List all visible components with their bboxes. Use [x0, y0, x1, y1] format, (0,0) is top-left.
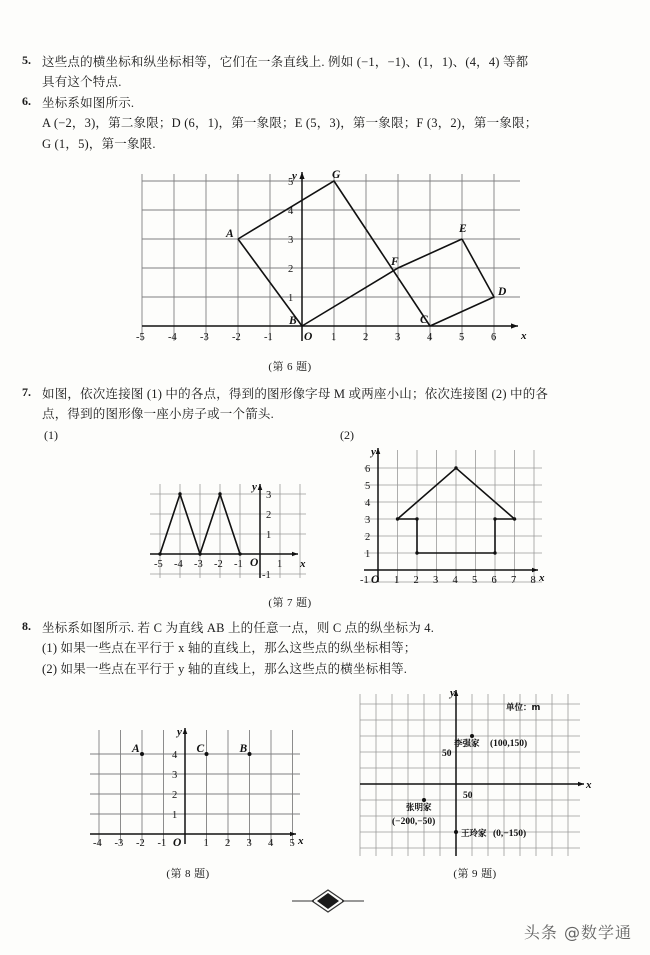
svg-text:8: 8 — [530, 575, 536, 585]
svg-text:A: A — [226, 228, 234, 240]
svg-text:C: C — [420, 314, 428, 326]
svg-text:F: F — [391, 256, 399, 268]
svg-text:E: E — [459, 223, 467, 235]
svg-text:4: 4 — [365, 498, 371, 509]
svg-text:-4: -4 — [174, 559, 183, 570]
svg-text:-2: -2 — [214, 559, 223, 570]
problem-6-line-3: G (1，5)，第一象限. — [42, 136, 156, 151]
svg-text:5: 5 — [459, 332, 465, 343]
svg-text:5: 5 — [289, 838, 295, 847]
problem-7-sub-1: (1) — [44, 428, 58, 442]
figure-problem-9 — [358, 688, 598, 860]
svg-text:3: 3 — [172, 770, 178, 781]
svg-text:4: 4 — [427, 332, 433, 343]
figure-8-x-axis-label: x — [298, 835, 304, 847]
figure-8-svg — [82, 722, 307, 847]
figure-7b-x-axis-label: x — [539, 572, 545, 584]
figure-7b-y-axis-label: y — [371, 446, 376, 458]
svg-text:-5: -5 — [154, 559, 163, 570]
svg-text:2: 2 — [365, 532, 371, 543]
svg-text:7: 7 — [511, 575, 517, 585]
svg-text:4: 4 — [268, 838, 274, 847]
figure-9-y-axis-label: y — [450, 688, 455, 699]
svg-text:6: 6 — [491, 332, 497, 343]
figure-9-caption: (第 9 题) — [453, 868, 497, 880]
figure-9-svg — [358, 688, 598, 860]
problem-6-line-2: A (−2，3)，第二象限；D (6，1)，第一象限；E (5，3)，第一象限；F (3，2)，第一象限； — [42, 116, 538, 131]
problem-7-line-1: 如图，依次连接图 (1) 中的各点，得到的图形像字母 M 或两座小山；依次连接图 (2) 中的各 — [42, 387, 549, 401]
problem-7-line-2: 点，得到的图形像一座小房子或一个箭头. — [42, 407, 274, 422]
svg-text:-1: -1 — [157, 838, 167, 847]
figure-9-step-label-vertical: 50 — [442, 749, 452, 759]
problem-8-text — [42, 618, 638, 679]
figure-8-point-labels — [131, 743, 248, 755]
svg-text:6: 6 — [491, 575, 497, 585]
svg-text:-2: -2 — [232, 332, 241, 343]
figure-9-unit-note: 单位：m — [506, 703, 541, 713]
svg-text:3: 3 — [246, 838, 252, 847]
figure-6-gridlines — [142, 174, 520, 341]
figure-8-caption: (第 8 题) — [166, 868, 210, 880]
svg-text:1: 1 — [277, 559, 283, 570]
problem-5-text — [42, 52, 638, 93]
problem-5-line-1: 这些点的横坐标和纵坐标相等，它们在一条直线上. 例如 (−1，−1)、(1，1)、(4，4) 等都 — [42, 55, 529, 69]
figure-9-coord-zhangming: (−200,−50) — [392, 817, 436, 827]
figure-9-coord-wangling: (0,−150) — [493, 829, 527, 839]
svg-text:-4: -4 — [168, 332, 177, 343]
figure-6-x-axis-label: x — [521, 330, 527, 342]
problem-5-line-2: 具有这个特点. — [42, 75, 122, 90]
figure-7b-origin-label: O — [371, 574, 380, 585]
svg-text:2: 2 — [413, 575, 419, 585]
figure-problem-7-part-2 — [360, 440, 550, 585]
figure-problem-7-part-1 — [148, 478, 313, 583]
svg-text:5: 5 — [365, 481, 371, 492]
figure-8-y-axis-label: y — [177, 726, 182, 738]
problem-6-text — [42, 93, 638, 154]
figure-9-coord-liqiang: (100,150) — [490, 739, 528, 749]
svg-text:-5: -5 — [136, 332, 145, 343]
svg-text:D: D — [498, 286, 507, 298]
figure-9-label-zhangming: 张明家 — [406, 803, 432, 813]
svg-text:4: 4 — [452, 575, 458, 585]
figure-7-caption: (第 7 题) — [268, 597, 312, 609]
svg-text:1: 1 — [288, 293, 294, 304]
problem-7-text — [42, 384, 642, 425]
svg-text:5: 5 — [288, 177, 294, 188]
svg-text:-3: -3 — [194, 559, 203, 570]
figure-9-label-liqiang: 李强家 — [454, 739, 480, 749]
figure-7a-svg — [148, 478, 313, 583]
figure-problem-6 — [132, 166, 532, 344]
figure-6-origin-label: O — [304, 331, 313, 343]
figure-7a-x-axis-label: x — [300, 558, 306, 570]
figure-9-point-wangling — [454, 830, 458, 834]
page-ornament — [292, 888, 364, 914]
svg-text:3: 3 — [365, 515, 371, 526]
figure-9-x-axis-label: x — [586, 779, 592, 791]
figure-9-step-label-horizontal: 50 — [463, 791, 473, 801]
svg-text:-1: -1 — [262, 570, 271, 581]
figure-6-svg — [132, 166, 532, 344]
svg-text:-1: -1 — [360, 575, 369, 585]
svg-text:4: 4 — [288, 206, 294, 217]
svg-text:-3: -3 — [200, 332, 209, 343]
svg-text:3: 3 — [288, 235, 294, 246]
watermark: 头条 @数学通 — [523, 923, 632, 942]
svg-text:1: 1 — [203, 838, 209, 847]
svg-text:3: 3 — [395, 332, 401, 343]
svg-text:1: 1 — [266, 530, 272, 541]
svg-text:6: 6 — [365, 464, 371, 475]
problem-7-number: 7. — [22, 385, 31, 399]
figure-7a-origin-label: O — [250, 557, 259, 569]
figure-7b-svg — [360, 440, 550, 585]
svg-text:3: 3 — [266, 490, 272, 501]
problem-8-line-3: (2) 如果一些点在平行于 y 轴的直线上，那么这些点的横坐标相等. — [42, 661, 408, 676]
figure-8-tick-labels — [93, 750, 295, 847]
svg-text:1: 1 — [365, 549, 371, 560]
svg-text:1: 1 — [331, 332, 337, 343]
svg-text:G: G — [332, 169, 341, 181]
svg-text:3: 3 — [433, 575, 439, 585]
svg-text:-1: -1 — [264, 332, 273, 343]
svg-text:-1: -1 — [234, 559, 243, 570]
svg-text:A: A — [132, 743, 140, 755]
svg-text:-2: -2 — [136, 838, 145, 847]
problem-8-line-2: (1) 如果一些点在平行于 x 轴的直线上，那么这些点的纵坐标相等； — [42, 641, 417, 656]
svg-text:-3: -3 — [114, 838, 124, 847]
svg-text:B: B — [239, 743, 248, 755]
problem-6-line-1: 坐标系如图所示. — [42, 96, 135, 110]
problem-7-sub-2: (2) — [340, 428, 354, 442]
figure-6-caption: (第 6 题) — [268, 361, 312, 373]
figure-6-y-axis-label: y — [292, 170, 297, 182]
svg-text:2: 2 — [288, 264, 294, 275]
figure-7b-tick-labels — [360, 464, 536, 585]
svg-text:2: 2 — [225, 838, 231, 847]
figure-8-gridlines — [90, 730, 300, 844]
svg-text:-4: -4 — [93, 838, 102, 847]
figure-problem-8 — [82, 722, 307, 847]
svg-text:B: B — [289, 315, 297, 327]
problem-5-number: 5. — [22, 53, 31, 67]
svg-text:4: 4 — [172, 750, 178, 761]
figure-7a-axes — [150, 484, 298, 578]
svg-text:2: 2 — [266, 510, 272, 521]
svg-text:2: 2 — [172, 790, 178, 801]
figure-7a-y-axis-label: y — [252, 481, 257, 493]
problem-8-number: 8. — [22, 619, 31, 633]
figure-9-point-zhangming — [422, 798, 426, 802]
svg-text:C: C — [196, 743, 205, 755]
svg-text:1: 1 — [394, 575, 400, 585]
svg-text:2: 2 — [363, 332, 369, 343]
problem-8-line-1: 坐标系如图所示. 若 C 为直线 AB 上的任意一点，则 C 点的纵坐标为 4. — [42, 621, 435, 635]
svg-text:1: 1 — [172, 810, 178, 821]
figure-9-point-liqiang — [470, 734, 474, 738]
figure-7a-tick-labels — [154, 490, 282, 581]
figure-8-origin-label: O — [173, 837, 182, 847]
figure-9-label-wangling: 王玲家 — [461, 829, 487, 839]
svg-text:5: 5 — [472, 575, 478, 585]
problem-6-number: 6. — [22, 94, 31, 108]
